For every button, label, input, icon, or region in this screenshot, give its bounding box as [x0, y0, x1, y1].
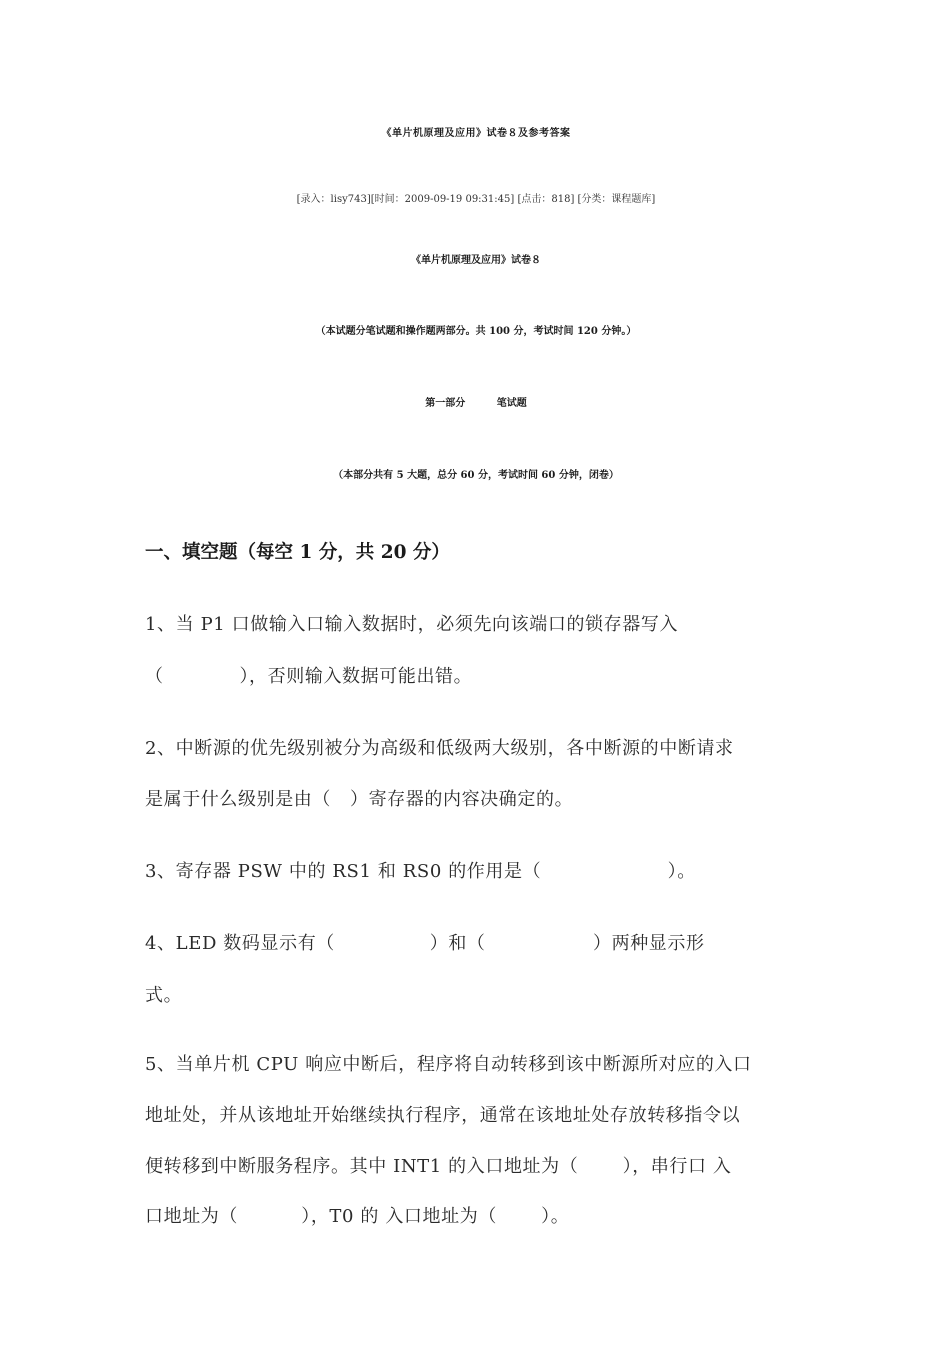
question-line: 4、LED 数码显示有（ ）和（ ）两种显示形: [145, 933, 705, 954]
question-line: 3、寄存器 PSW 中的 RS1 和 RS0 的作用是（ ）。: [145, 861, 696, 882]
document-meta: [录入：lisy743][时间：2009-09-19 09:31:45] [点击：818] [分类：课程题库]: [296, 194, 656, 205]
question-line: 便转移到中断服务程序。其中 INT1 的入口地址为（ ），串行口 入: [145, 1156, 732, 1177]
question-line: 是属于什么级别是由（ ）寄存器的内容决确定的。: [145, 789, 574, 810]
question-line: 口地址为（ ），T0 的 入口地址为（ ）。: [145, 1206, 570, 1227]
part-note: （本部分共有 5 大题，总分 60 分，考试时间 60 分钟，闭卷）: [333, 470, 619, 481]
question-line: 2、中断源的优先级别被分为高级和低级两大级别，各中断源的中断请求: [145, 738, 734, 759]
part-heading: 第一部分 笔试题: [425, 398, 527, 409]
question-line: 1、当 P1 口做输入口输入数据时，必须先向该端口的锁存器写入: [145, 614, 679, 635]
exam-subtitle: 《单片机原理及应用》试卷８: [411, 255, 541, 266]
document-title: 《单片机原理及应用》试卷８及参考答案: [381, 128, 571, 139]
question-line: 地址处，并从该地址开始继续执行程序，通常在该地址处存放转移指令以: [145, 1105, 741, 1126]
question-line: （ ），否则输入数据可能出错。: [145, 666, 473, 687]
exam-note: （本试题分笔试题和操作题两部分。共 100 分，考试时间 120 分钟。）: [315, 326, 637, 337]
section-heading: 一、填空题（每空 1 分，共 20 分）: [145, 542, 450, 563]
question-line: 5、当单片机 CPU 响应中断后，程序将自动转移到该中断源所对应的入口: [145, 1054, 752, 1075]
question-line: 式。: [145, 985, 183, 1006]
